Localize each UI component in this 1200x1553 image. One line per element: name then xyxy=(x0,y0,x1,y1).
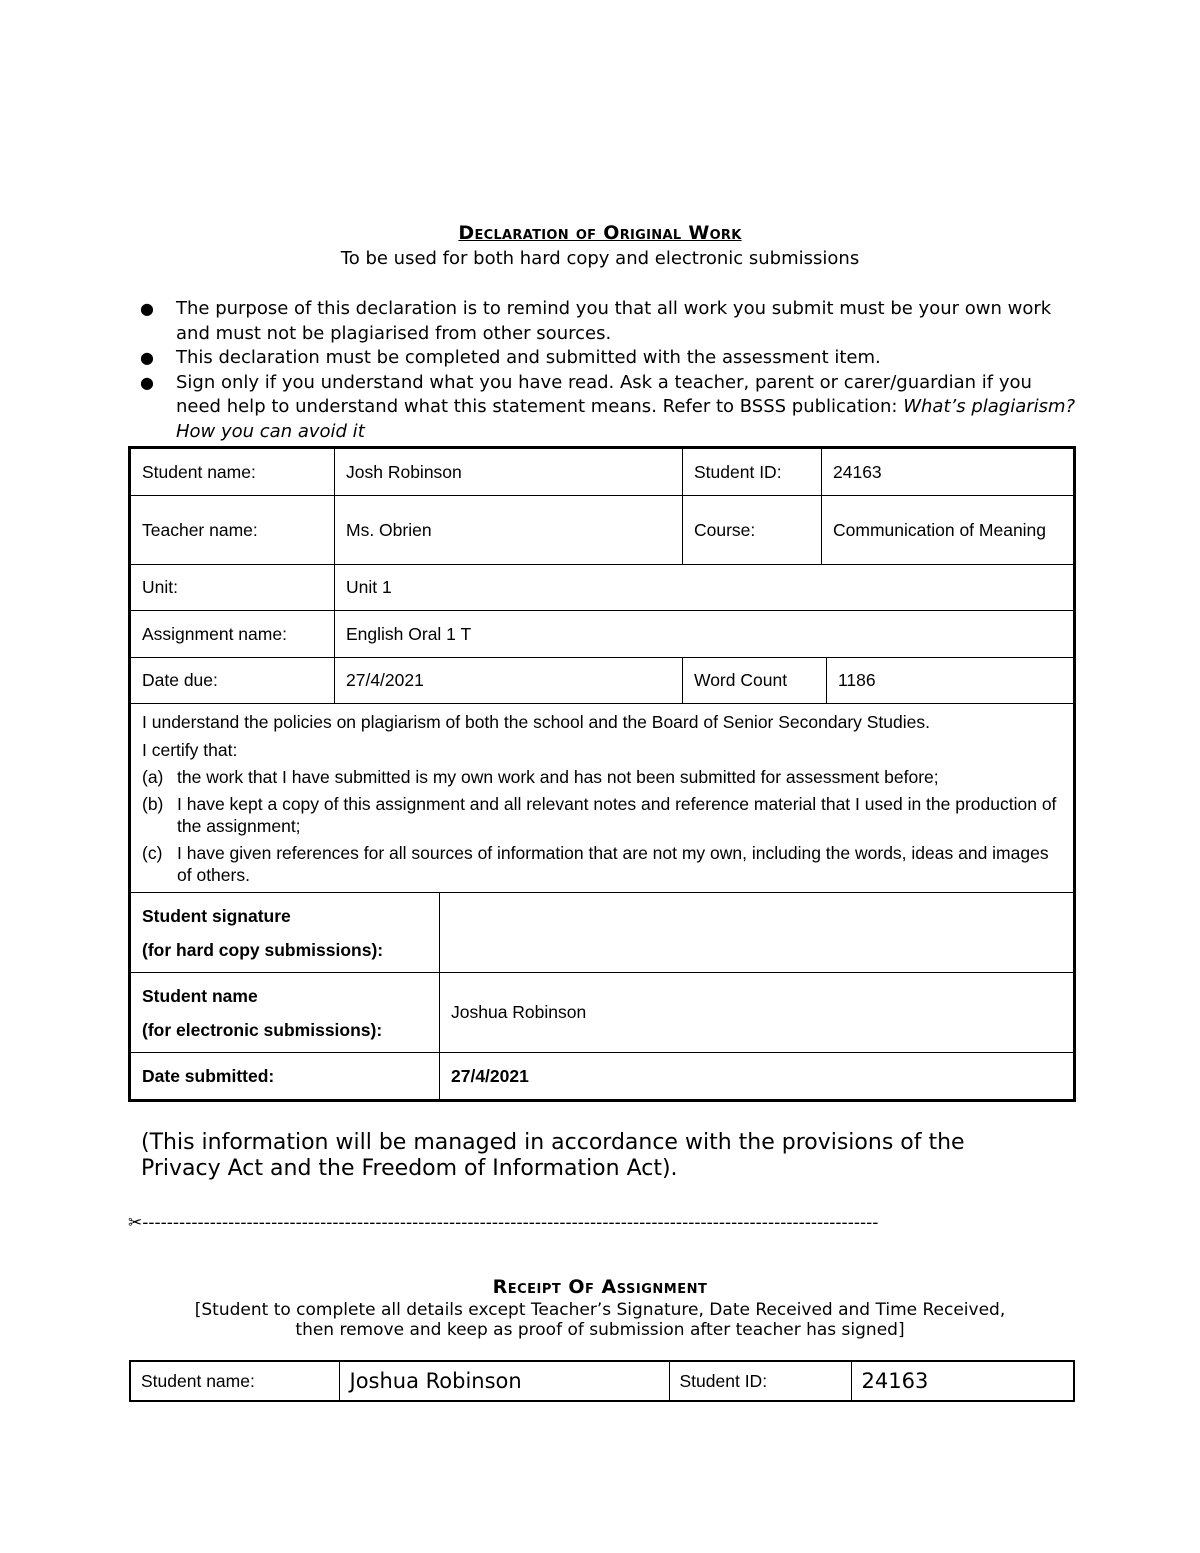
student-id-label: Student ID: xyxy=(683,448,822,496)
declaration-form-table xyxy=(128,446,1076,1102)
receipt-student-name-field[interactable]: Joshua Robinson xyxy=(339,1361,669,1401)
scissors-icon: ✂ xyxy=(128,1213,143,1233)
receipt-student-id-label: Student ID: xyxy=(669,1361,851,1401)
table-row xyxy=(130,1361,1074,1401)
student-name-label: Student name: xyxy=(130,448,335,496)
privacy-note: (This information will be managed in accordance with the provisions of the Privacy Act and the Freedom of Information Act). xyxy=(141,1130,965,1181)
certification-item xyxy=(142,793,1062,837)
list-item xyxy=(140,297,1080,346)
date-due-field[interactable]: 27/4/2021 xyxy=(335,658,683,704)
unit-label: Unit: xyxy=(130,565,335,611)
receipt-instructions: [Student to complete all details except Teacher’s Signature, Date Received and Time Received, then remove and keep as proof of submission after teacher has signed] xyxy=(194,1300,1006,1340)
receipt-title: Receipt Of Assignment xyxy=(492,1276,708,1298)
electronic-name-label: Student name (for electronic submissions): xyxy=(130,973,440,1053)
list-item xyxy=(140,346,1080,371)
publication-title: What’s plagiarism? How you can avoid it xyxy=(176,396,1076,442)
table-row xyxy=(130,704,1075,893)
item-label: (a) xyxy=(142,767,164,787)
bullet-text: This declaration must be completed and submitted with the assessment item. xyxy=(176,347,881,368)
table-row xyxy=(130,565,1075,611)
word-count-label: Word Count xyxy=(683,658,827,704)
list-item xyxy=(140,371,1080,445)
table-row xyxy=(130,496,1075,565)
certification-heading: I certify that: xyxy=(142,739,238,760)
course-label: Course: xyxy=(683,496,822,565)
table-row xyxy=(130,658,1075,704)
bullet-text: The purpose of this declaration is to remind you that all work you submit must be your own work and must not be plagiarised from other sources. xyxy=(176,298,1052,344)
bullet-icon: ● xyxy=(140,348,154,367)
receipt-student-name-label: Student name: xyxy=(130,1361,339,1401)
table-row xyxy=(130,611,1075,658)
course-field[interactable]: Communication of Meaning xyxy=(822,496,1075,565)
cut-line xyxy=(128,1208,1108,1238)
assignment-name-label: Assignment name: xyxy=(130,611,335,658)
item-text: I have given references for all sources of information that are not my own, including the words, ideas and images of others. xyxy=(177,843,1049,885)
receipt-table xyxy=(129,1360,1075,1402)
receipt-student-id-field[interactable]: 24163 xyxy=(851,1361,1074,1401)
unit-field[interactable]: Unit 1 xyxy=(335,565,1075,611)
date-submitted-field[interactable]: 27/4/2021 xyxy=(440,1053,1075,1101)
item-text: I have kept a copy of this assignment and all relevant notes and reference material that I used in the production of the assignment; xyxy=(177,794,1057,836)
bullet-icon: ● xyxy=(140,372,154,392)
document-title: Declaration of Original Work xyxy=(458,222,742,244)
assignment-name-field[interactable]: English Oral 1 T xyxy=(335,611,1075,658)
certification-item xyxy=(142,842,1062,886)
signature-label: Student signature (for hard copy submissions): xyxy=(130,893,440,973)
certification-intro: I understand the policies on plagiarism of both the school and the Board of Senior Secondary Studies. xyxy=(142,712,930,732)
teacher-name-field[interactable]: Ms. Obrien xyxy=(335,496,683,565)
table-row xyxy=(130,1053,1075,1101)
date-submitted-label: Date submitted: xyxy=(130,1053,440,1101)
table-row xyxy=(130,448,1075,496)
dashed-line: ------------------------------------------------------------------------------------------------------------------------ xyxy=(142,1213,879,1233)
student-id-field[interactable]: 24163 xyxy=(822,448,1075,496)
certification-item xyxy=(142,766,1062,788)
word-count-field[interactable]: 1186 xyxy=(827,658,1075,704)
electronic-name-field[interactable]: Joshua Robinson xyxy=(440,973,1075,1053)
signature-field[interactable] xyxy=(440,893,1075,973)
bullet-text: Sign only if you understand what you have read. Ask a teacher, parent or carer/guardian if you need help to understand what this statement means. Refer to BSSS publication: xyxy=(176,371,1032,417)
table-row xyxy=(130,893,1075,973)
item-text: the work that I have submitted is my own work and has not been submitted for assessment before; xyxy=(177,767,939,787)
date-due-label: Date due: xyxy=(130,658,335,704)
document-subtitle: To be used for both hard copy and electronic submissions xyxy=(340,248,860,269)
table-row xyxy=(130,973,1075,1053)
instruction-list xyxy=(140,297,1080,444)
certification-block xyxy=(130,704,1075,893)
item-label: (c) xyxy=(142,843,163,863)
item-label: (b) xyxy=(142,794,164,814)
bullet-icon: ● xyxy=(140,299,154,318)
student-name-field[interactable]: Josh Robinson xyxy=(335,448,683,496)
teacher-name-label: Teacher name: xyxy=(130,496,335,565)
